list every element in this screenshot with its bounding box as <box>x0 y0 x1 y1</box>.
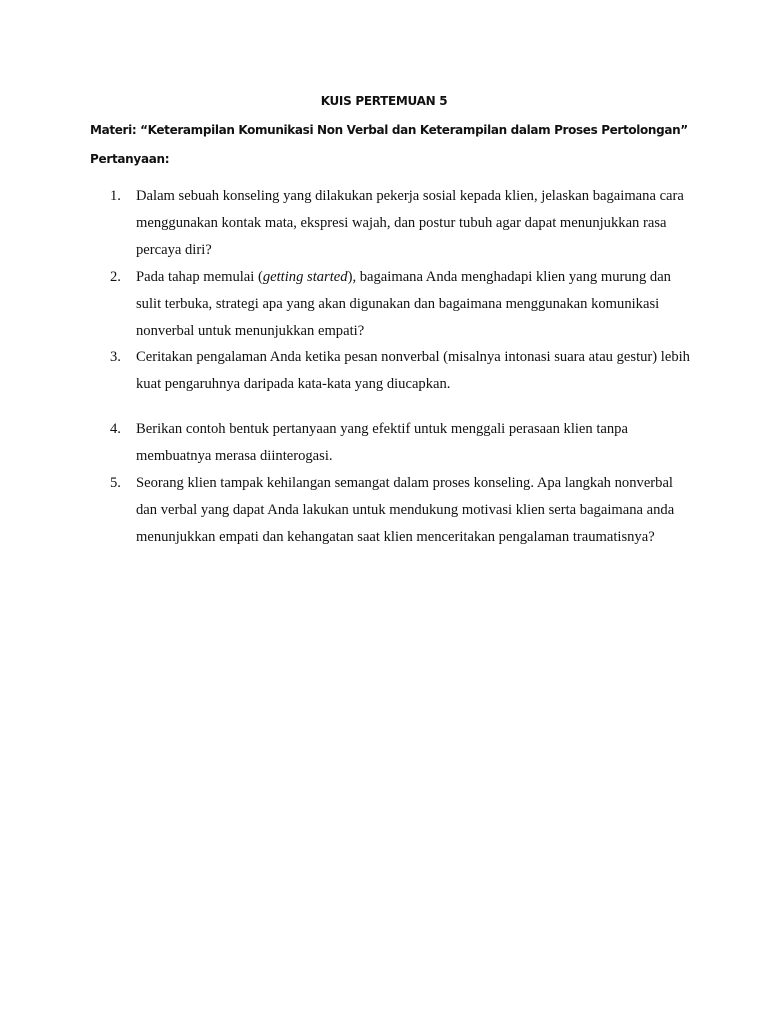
question-text: Ceritakan pengalaman Anda ketika pesan nonverbal (misalnya intonasi suara atau gestur) lebih kuat pengaruhnya daripada kata-kata yang diucapkan. <box>136 349 690 392</box>
question-text: Seorang klien tampak kehilangan semangat dalam proses konseling. Apa langkah nonverbal dan verbal yang dapat Anda lakukan untuk mendukung motivasi klien serta bagaimana anda menunjukkan empati dan kehangatan saat klien menceritakan pengalaman traumatisnya? <box>136 475 675 545</box>
question-text-italic: getting started <box>262 269 348 285</box>
question-number: 3. <box>110 349 121 365</box>
question-number: 4. <box>110 421 121 437</box>
question-number: 5. <box>110 475 121 491</box>
question-text-part: ), bagaimana Anda menghadapi klien yang murung dan sulit terbuka, strategi apa yang akan digunakan dan bagaimana menggunakan komunikasi nonverbal untuk menunjukkan empati? <box>136 269 671 339</box>
question-text <box>136 264 691 344</box>
pertanyaan-label: Pertanyaan: <box>90 152 170 166</box>
question-number: 1. <box>110 188 121 204</box>
document-title: KUIS PERTEMUAN 5 <box>320 94 448 108</box>
question-text: Berikan contoh bentuk pertanyaan yang efektif untuk menggali perasaan klien tanpa membuatnya merasa diinterogasi. <box>136 421 628 464</box>
question-text: Dalam sebuah konseling yang dilakukan pekerja sosial kepada klien, jelaskan bagaimana cara menggunakan kontak mata, ekspresi wajah, dan postur tubuh agar dapat menunjukkan rasa percaya diri? <box>136 188 684 258</box>
materi-heading: Materi: “Keterampilan Komunikasi Non Verbal dan Keterampilan dalam Proses Pertolongan” <box>90 123 688 137</box>
question-text-part: Pada tahap memulai ( <box>136 269 263 285</box>
question-number: 2. <box>110 269 121 285</box>
